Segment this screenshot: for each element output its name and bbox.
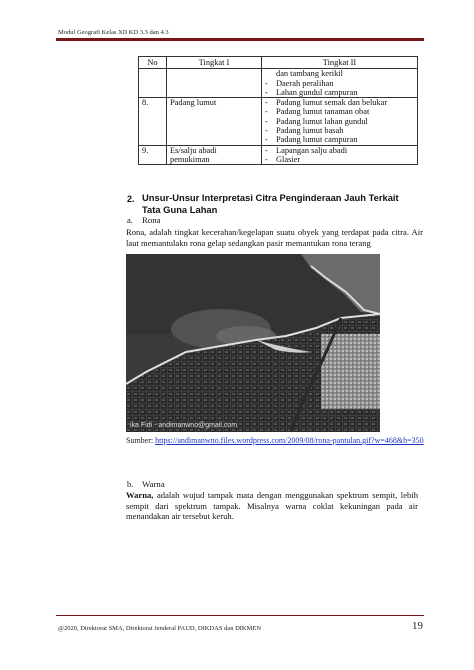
list-item: - Daerah peralihan bbox=[265, 79, 414, 88]
list-item: - Padang lumut basah bbox=[265, 126, 414, 135]
subsection-title-warna: Warna bbox=[142, 479, 165, 489]
table-cell-no: 8. bbox=[139, 98, 167, 145]
footer-divider bbox=[56, 615, 424, 616]
page-number: 19 bbox=[412, 620, 423, 632]
table-row bbox=[139, 69, 418, 98]
header-divider bbox=[56, 38, 424, 41]
subsection-letter: b. bbox=[127, 479, 134, 489]
section-title: Unsur-Unsur Interpretasi Citra Penginderaan Jauh Terkait Tata Guna Lahan bbox=[142, 192, 399, 215]
table-cell-no: 9. bbox=[139, 145, 167, 165]
satellite-image bbox=[126, 254, 380, 432]
column-header-tingkat-2: Tingkat II bbox=[262, 57, 418, 69]
list-item: - Padang lumut semak dan belukar bbox=[265, 98, 414, 107]
list-item: - Padang lumut lahan gundul bbox=[265, 117, 414, 126]
list-item: dan tambang kerikil bbox=[276, 69, 343, 79]
list-item: - Padang lumut tanaman obat bbox=[265, 107, 414, 116]
warna-text: adalah wujud tampak mata dengan menggunakan spektrum sempit, lebih sempit dari spektrum tampak. Misalnya warna coklat kekuningan pada air menandakan air tersebut keruh. bbox=[126, 490, 418, 522]
land-use-table bbox=[138, 56, 418, 165]
list-item: - Padang lumut campuran bbox=[265, 135, 414, 144]
table-cell-tingkat-1: Es/salju abadi pemukiman bbox=[167, 145, 262, 165]
table-cell-tingkat-2 bbox=[262, 98, 418, 145]
list-item: - Lahan gundul campuran bbox=[265, 88, 414, 97]
table-row bbox=[139, 145, 418, 165]
table-cell-tingkat-2 bbox=[262, 69, 418, 98]
subsection-title-rona: Rona bbox=[142, 215, 161, 225]
table-cell-tingkat-1 bbox=[167, 69, 262, 98]
list-item: - Glasier bbox=[265, 155, 414, 164]
column-header-tingkat-1: Tingkat I bbox=[167, 57, 262, 69]
section-number: 2. bbox=[127, 194, 135, 204]
caption-prefix: Sumber: bbox=[126, 436, 154, 445]
table-cell-tingkat-1: Padang lumut bbox=[167, 98, 262, 145]
image-source-caption bbox=[126, 436, 426, 446]
table-header-row bbox=[139, 57, 418, 69]
footer-text: @2020, Direktorat SMA, Direktorat Jenderal PAUD, DIKDAS dan DIKMEN bbox=[58, 625, 262, 632]
table-row bbox=[139, 98, 418, 145]
table-cell-tingkat-2 bbox=[262, 145, 418, 165]
subsection-letter: a. bbox=[127, 215, 133, 225]
image-watermark: ika Fidi - andimanwno@gmail.com bbox=[130, 422, 238, 429]
column-header-no: No bbox=[139, 57, 167, 69]
rona-paragraph: Rona, adalah tingkat kecerahan/kegelapan suatu obyek yang terdapat pada citra. Air laut memantulakn rona gelap sedangkan pasir memantukan rona terang bbox=[126, 227, 423, 248]
warna-term: Warna, bbox=[126, 490, 154, 500]
list-item: - Lapangan salju abadi bbox=[265, 146, 414, 155]
warna-paragraph bbox=[126, 490, 418, 522]
table-cell-no bbox=[139, 69, 167, 98]
header-title: Modul Geografi Kelas XII KD 3.3 dan 4.3 bbox=[58, 29, 169, 36]
source-link[interactable]: https://andimanwno.files.wordpress.com/2009/08/rona-pantulan.gif?w=468&h=350 bbox=[155, 436, 424, 445]
